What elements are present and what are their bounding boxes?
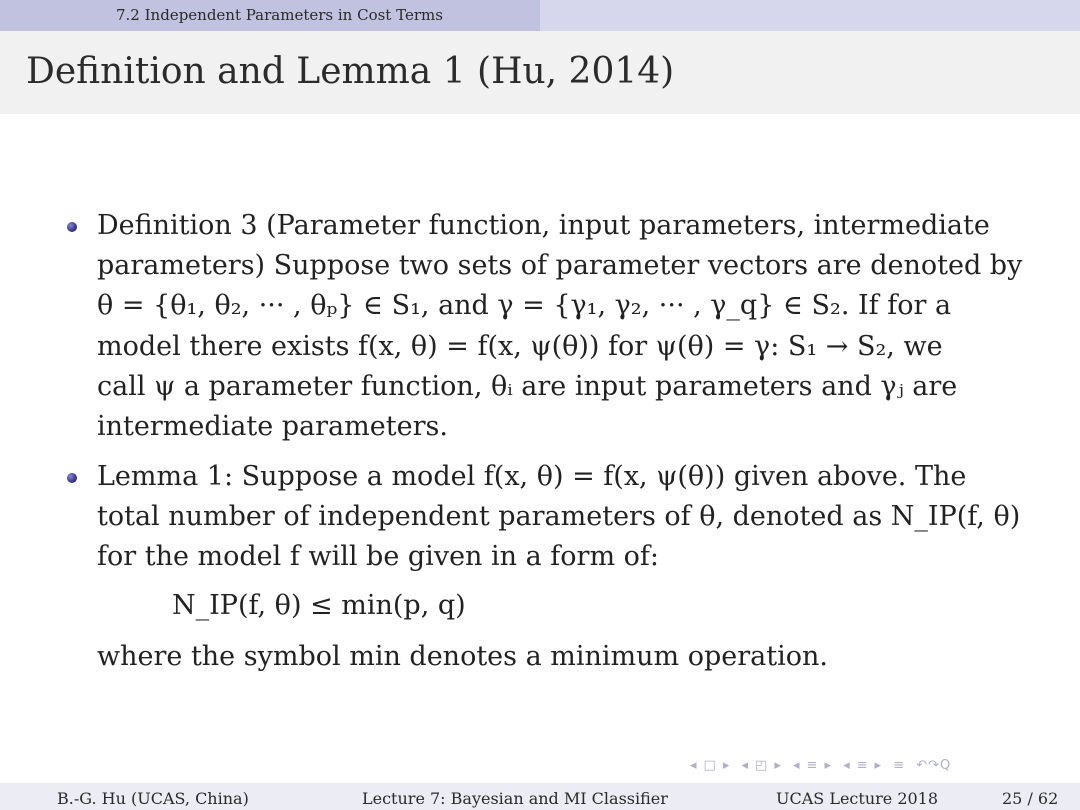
definition-line: θ = {θ₁, θ₂, ··· , θₚ} ∈ S₁, and γ = {γ₁, γ₂, ··· , γ_q} ∈ S₂. If for a	[97, 290, 952, 321]
bullet-definition-icon	[67, 222, 77, 232]
footer-venue: UCAS Lecture 2018	[776, 789, 939, 808]
frame-icon[interactable]: □	[703, 758, 717, 773]
lemma-formula: N_IP(f, θ) ≤ min(p, q)	[172, 590, 466, 621]
definition-line: parameters) Suppose two sets of parameter vectors are denoted by	[97, 250, 1023, 281]
search-icon[interactable]: ↶↷Q	[916, 758, 952, 773]
document-icon[interactable]: ≡	[856, 758, 869, 773]
section-prev-icon[interactable]: ◂	[793, 758, 801, 773]
frame-prev-icon[interactable]: ◂	[690, 758, 698, 773]
section-next-icon[interactable]: ▸	[824, 758, 832, 773]
lemma-line: for the model f will be given in a form of:	[97, 541, 659, 572]
document-next-icon[interactable]: ▸	[874, 758, 883, 773]
beamer-nav-bar	[690, 758, 957, 778]
definition-line: Definition 3 (Parameter function, input parameters, intermediate	[97, 210, 990, 241]
definition-line: call ψ a parameter function, θᵢ are input parameters and γⱼ are	[97, 371, 958, 402]
subsection-prev-icon[interactable]: ◂	[741, 758, 750, 773]
section-icon[interactable]: ≡	[806, 758, 819, 773]
lemma-line: Lemma 1: Suppose a model f(x, θ) = f(x, ψ(θ)) given above. The	[97, 461, 967, 492]
subsection-next-icon[interactable]: ▸	[774, 758, 782, 773]
definition-line: model there exists f(x, θ) = f(x, ψ(θ)) for ψ(θ) = γ: S₁ → S₂, we	[97, 331, 943, 362]
section-tab[interactable]: 7.2 Independent Parameters in Cost Terms	[0, 0, 540, 31]
footer-author: B.-G. Hu (UCAS, China)	[57, 789, 249, 808]
definition-line: intermediate parameters.	[97, 411, 448, 442]
subsection-icon[interactable]: ◰	[755, 758, 769, 773]
header-bar	[0, 0, 1080, 31]
toc-icon[interactable]: ≡	[893, 758, 906, 773]
lemma-line: total number of independent parameters of θ, denoted as N_IP(f, θ)	[97, 501, 1021, 532]
footer-bar	[0, 783, 1080, 810]
document-prev-icon[interactable]: ◂	[843, 758, 851, 773]
footer-page-number: 25 / 62	[1002, 789, 1059, 808]
footer-lecture: Lecture 7: Bayesian and MI Classifier	[362, 789, 668, 808]
frame-next-icon[interactable]: ▸	[722, 758, 731, 773]
bullet-lemma-icon	[67, 473, 77, 483]
lemma-closing: where the symbol min denotes a minimum operation.	[97, 641, 828, 672]
slide-title: Definition and Lemma 1 (Hu, 2014)	[26, 51, 675, 92]
